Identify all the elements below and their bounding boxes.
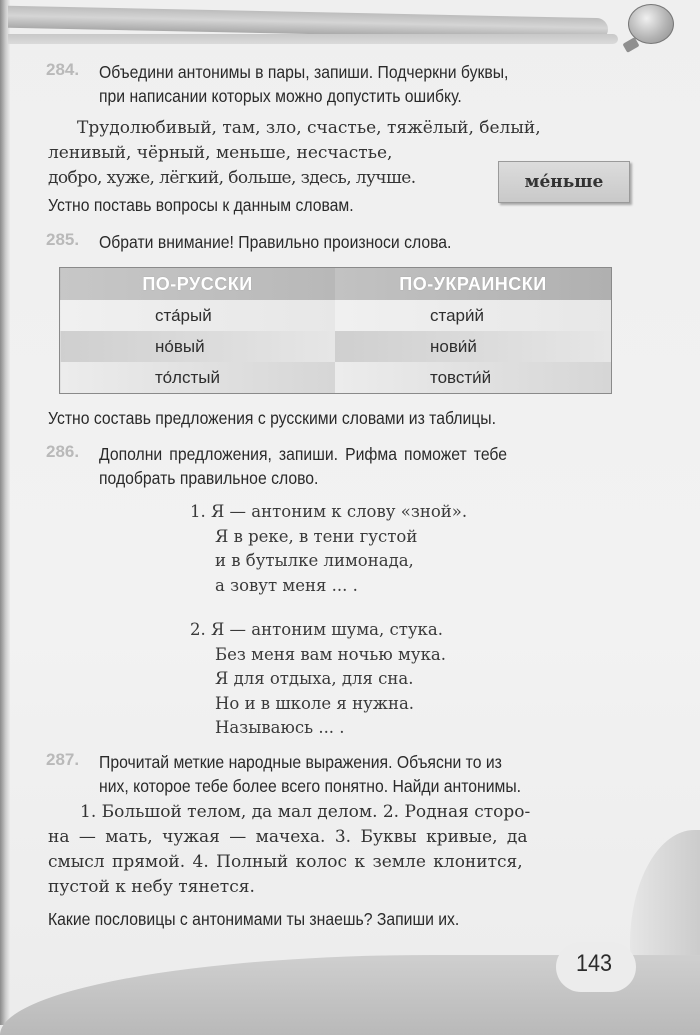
table-row — [60, 300, 612, 331]
task-number: 286. — [46, 442, 80, 461]
cell-russian: ста́рый — [60, 300, 336, 331]
riddle-line: и в бутылке лимонада, — [215, 551, 414, 570]
word-line: ленивый, чёрный, меньше, несчастье, — [48, 143, 393, 163]
instruction-line: Дополни предложения, запиши. Рифма поможет тебе — [99, 444, 508, 464]
table-row — [60, 331, 612, 362]
cell-russian: то́лстый — [60, 362, 336, 394]
riddle-line: Я для отдыха, для сна. — [215, 669, 414, 688]
task-instruction — [99, 750, 657, 798]
task-287-proverbs — [48, 800, 648, 900]
riddle-line: 2. Я — антоним шума, стука. — [190, 620, 443, 639]
cell-russian: но́вый — [60, 331, 336, 362]
instruction-line: Объедини антонимы в пары, запиши. Подчеркни буквы, — [99, 62, 509, 82]
task-284-followup: Устно поставь вопросы к данным словам. — [48, 195, 354, 215]
word-line: Трудолюбивый, там, зло, счастье, тяжёлый, белый, — [77, 118, 541, 138]
cell-ukrainian: товсти́й — [335, 362, 612, 394]
page-binding-edge — [0, 0, 10, 1025]
riddle-line: Называюсь ... . — [215, 718, 345, 737]
task-instruction — [99, 60, 657, 108]
task-number: 287. — [46, 750, 80, 769]
task-287-followup: Какие пословицы с антонимами ты знаешь? Запиши их. — [48, 909, 460, 929]
page-number: 143 — [576, 950, 613, 977]
riddle-line: Без меня вам ночью мука. — [215, 644, 446, 664]
task-instruction — [99, 442, 657, 490]
task-285-followup: Устно составь предложения с русскими словами из таблицы. — [48, 408, 496, 428]
riddle-line: Но и в школе я нужна. — [215, 693, 415, 713]
riddle-line: а зовут меня ... . — [215, 575, 358, 595]
pronunciation-table — [59, 267, 612, 394]
word-line: добро, хуже, лёгкий, больше, здесь, лучше. — [48, 168, 416, 188]
instruction-line: них, которое тебе более всего понятно. Найди антонимы. — [99, 776, 522, 796]
cell-ukrainian: стари́й — [335, 300, 612, 331]
riddle-line: Я в реке, в тени густой — [215, 526, 418, 546]
proverb-line: пустой к небу тянется. — [48, 877, 255, 897]
riddle-2 — [190, 618, 446, 741]
table-header-row — [60, 268, 612, 301]
stress-word-box: ме́ньше — [498, 161, 630, 203]
riddle-line: 1. Я — антоним к слову «зной». — [190, 502, 468, 521]
cell-ukrainian: нови́й — [335, 331, 612, 362]
task-number: 285. — [46, 230, 80, 249]
proverb-line: 1. Большой телом, да мал делом. 2. Родная сторо- — [80, 802, 531, 822]
instruction-line: при написании которых можно допустить ошибку. — [99, 86, 462, 106]
column-header-russian: ПО-РУССКИ — [60, 268, 336, 301]
task-instruction: Обрати внимание! Правильно произноси слова. — [99, 232, 452, 252]
riddle-1 — [190, 500, 467, 598]
instruction-line: подобрать правильное слово. — [99, 468, 319, 488]
task-number: 284. — [46, 60, 80, 79]
header-ribbon-decoration-lower — [8, 34, 618, 44]
instruction-line: Прочитай меткие народные выражения. Объясни то из — [99, 752, 502, 772]
column-header-ukrainian: ПО-УКРАИНСКИ — [335, 268, 612, 301]
table-row — [60, 362, 612, 394]
proverb-line: на — мать, чужая — мачеха. 3. Буквы кривые, да — [48, 827, 528, 847]
proverb-line: смысл прямой. 4. Полный колос к земле клонится, — [48, 852, 523, 872]
